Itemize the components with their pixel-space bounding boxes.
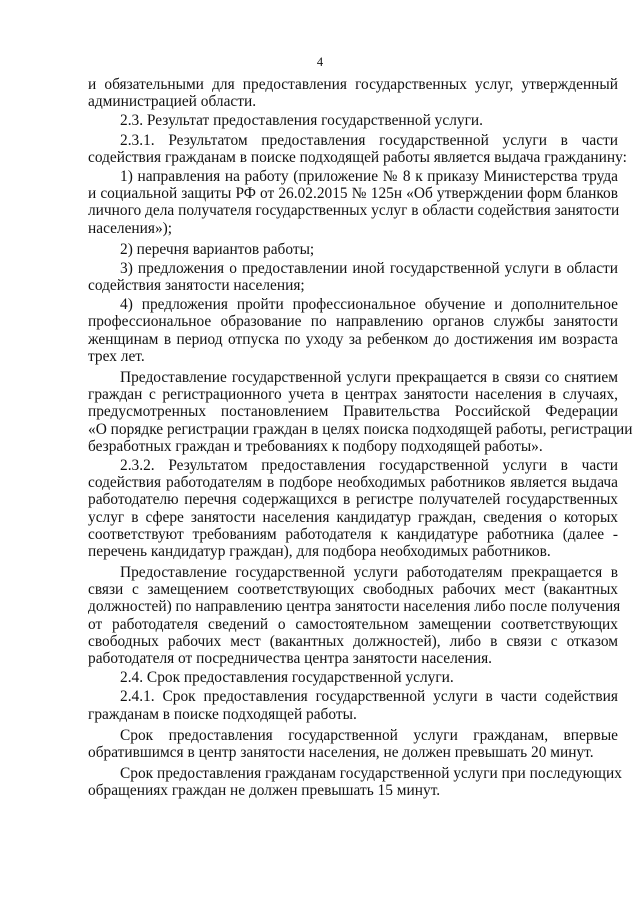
paragraph-start: Предоставление государственной услуги прекращается в связи со снятием [120, 369, 618, 386]
text-line: обратившимся в центр занятости населения, не должен превышать 20 минут. [88, 743, 594, 761]
text-line: трех лет. [88, 347, 145, 365]
text-line: личного дела получателя государственных услуг в области содействия занятости [88, 202, 620, 220]
section-heading: 2.3. Результат предоставления государственной услуги. [120, 112, 483, 130]
text-line: гражданам в поиске подходящей работы. [88, 705, 357, 723]
paragraph-start: Предоставление государственной услуги работодателям прекращается в [120, 564, 618, 582]
list-item: 4) предложения пройти профессиональное обучение и дополнительное [120, 296, 618, 314]
text-line: свободных рабочих мест (вакантных должностей), либо в связи с отказом [88, 632, 618, 650]
text-line: населения»); [88, 219, 173, 237]
text-line: обращениях граждан не должен превышать 15 минут. [88, 782, 441, 800]
text-line: содействия занятости населения; [88, 277, 305, 295]
text-line: связи с замещением соответствующих свободных рабочих мест (вакантных [88, 581, 618, 599]
text-line: и социальной защиты РФ от 26.02.2015 № 125н «Об утверждении форм бланков [88, 185, 618, 203]
text-line: работодателю перечня содержащихся в регистре получателей государственных [88, 491, 618, 509]
paragraph-start: Срок предоставления гражданам государственной услуги при последующих [120, 765, 622, 783]
list-item: 2) перечня вариантов работы; [120, 240, 315, 258]
document-body [88, 76, 633, 800]
text-line: услуг в сфере занятости населения кандидатур граждан, сведения о которых [88, 508, 618, 526]
paragraph-start: 2.3.2. Результатом предоставления государственной услуги в части [120, 456, 618, 474]
list-item: 3) предложения о предоставлении иной государственной услуги в области [120, 259, 618, 277]
text-line: и обязательными для предоставления государственных услуг, утвержденный [88, 76, 618, 93]
text-line: соответствуют требованиям работодателя к кандидатуре работника (далее - [88, 525, 618, 543]
text-line: работодателя от посредничества центра занятости населения. [88, 650, 493, 667]
text-line: предусмотренных постановлением Правительства Российской Федерации [88, 403, 618, 421]
text-line: профессиональное образование по направлению органов службы занятости [88, 313, 618, 331]
text-line: граждан с регистрационного учета в центрах занятости населения в случаях, [88, 386, 618, 404]
text-line: администрацией области. [88, 93, 257, 111]
page-number: 4 [316, 55, 324, 69]
text-line: содействия гражданам в поиске подходящей работы является выдача гражданину: [88, 148, 627, 166]
text-line: безработных граждан и требованиях к подбору подходящей работы». [88, 437, 543, 455]
paragraph-start: Срок предоставления государственной услуги гражданам, впервые [120, 726, 618, 744]
section-heading: 2.4. Срок предоставления государственной услуги. [120, 669, 454, 687]
text-line: женщинам в период отпуска по уходу за ребенком до достижения им возраста [88, 330, 618, 348]
text-line: должностей) по направлению центра занятости населения либо после получения [88, 598, 621, 616]
list-item: 1) направления на работу (приложение № 8 к приказу Министерства труда [120, 167, 618, 185]
text-line: «О порядке регистрации граждан в целях поиска подходящей работы, регистрации [88, 420, 633, 438]
text-line: от работодателя сведений о самостоятельном замещении соответствующих [88, 615, 618, 633]
text-line: содействия работодателям в подборе необходимых работников является выдача [88, 474, 618, 492]
text-line: перечень кандидатур граждан), для подбора необходимых работников. [88, 542, 551, 560]
paragraph-start: 2.4.1. Срок предоставления государственной услуги в части содействия [120, 688, 618, 706]
text-line: 2.3.1. Результатом предоставления государственной услуги в части [120, 131, 618, 149]
